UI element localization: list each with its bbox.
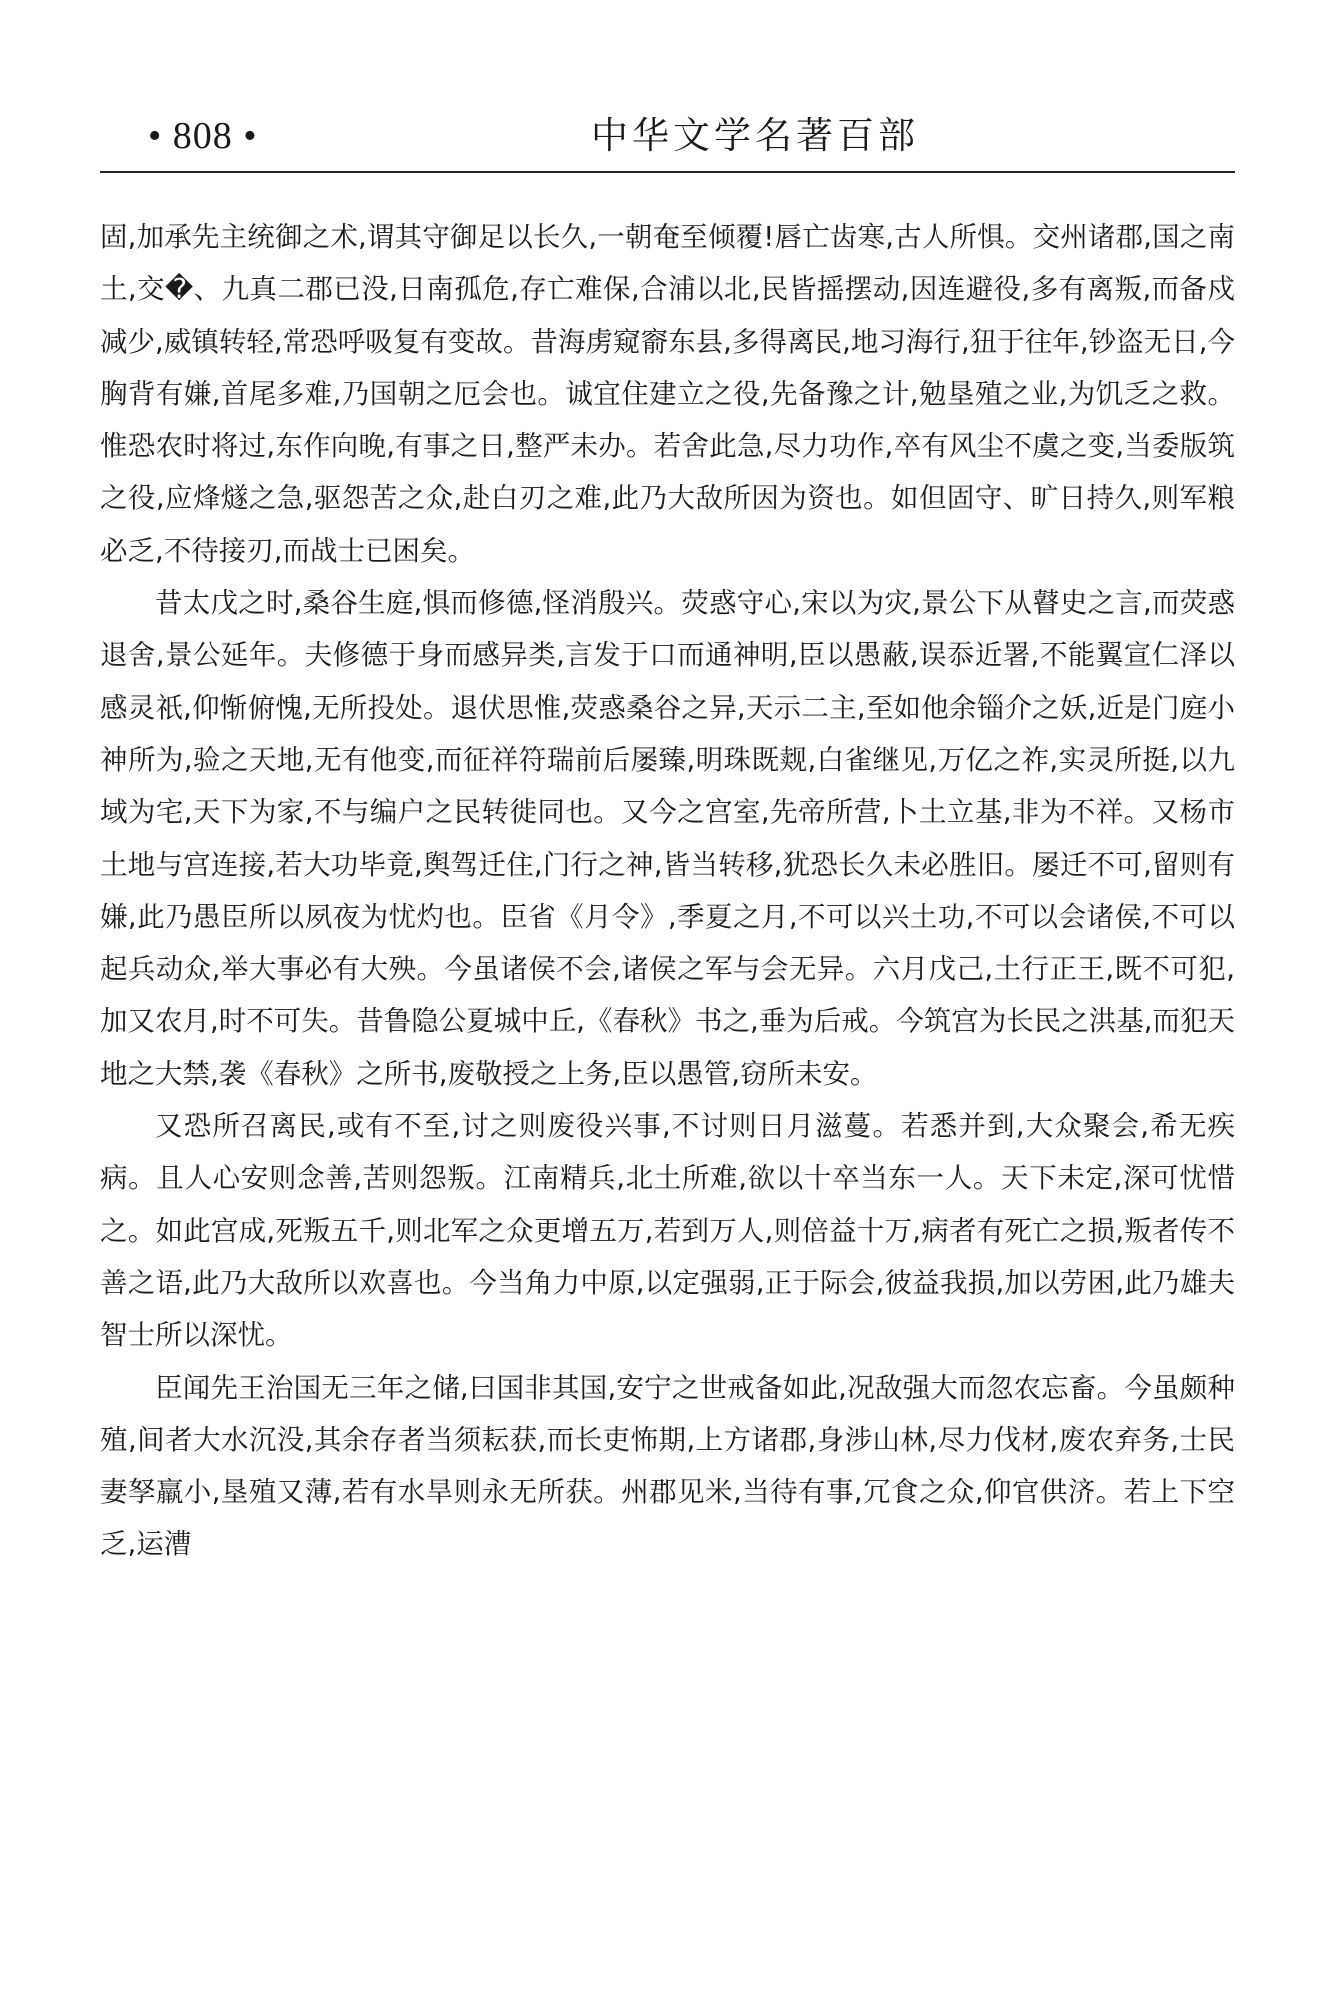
paragraph: 臣闻先王治国无三年之储,曰国非其国,安宁之世戒备如此,况敌强大而忽农忘畜。今虽颇种殖,间者大水沉没,其余存者当须耘获,而长吏怖期,上方诸郡,身涉山林,尽力伐材,废农弃务,士民妻孥羸小,垦殖又薄,若有水旱则永无所获。州郡见米,当待有事,冗食之众,仰官供济。若上下空乏,运漕: [100, 1371, 1235, 1561]
book-title: 中华文学名著百部: [591, 114, 919, 157]
header-divider: [100, 171, 1235, 173]
body-text: [100, 211, 1235, 1571]
paragraph: 昔太戊之时,桑谷生庭,惧而修德,怪消殷兴。荧惑守心,宋以为灾,景公下从瞽史之言,而荧惑退舍,景公延年。夫修德于身而感异类,言发于口而通神明,臣以愚蔽,误忝近署,不能翼宣仁泽以感灵祇,仰惭俯愧,无所投处。退伏思惟,荧惑桑谷之异,天示二主,至如他余锱介之妖,近是门庭小神所为,验之天地,无有他变,而征祥符瑞前后屡臻,明珠既觌,白雀继见,万亿之祚,实灵所挺,以九域为宅,天下为家,不与编户之民转徙同也。又今之宫室,先帝所营,卜土立基,非为不祥。又杨市土地与宫连接,若大功毕竟,舆驾迁住,门行之神,皆当转移,犹恐长久未必胜旧。屡迁不可,留则有嫌,此乃愚臣所以夙夜为忧灼也。臣省《月令》,季夏之月,不可以兴土功,不可以会诸侯,不可以起兵动众,举大事必有大殃。今虽诸侯不会,诸侯之军与会无异。六月戊己,土行正王,既不可犯,加又农月,时不可失。昔鲁隐公夏城中丘,《春秋》书之,垂为后戒。今筑宫为长民之洪基,而犯天地之大禁,袭《春秋》之所书,废敬授之上务,臣以愚管,窃所未安。: [100, 587, 1235, 1090]
paragraph-continued: 固,加承先主统御之术,谓其守御足以长久,一朝奄至倾覆!唇亡齿寒,古人所惧。交州诸郡,国之南土,交�、九真二郡已没,日南孤危,存亡难保,合浦以北,民皆摇摆动,因连避役,多有离叛,而备戍减少,威镇转轻,常恐呼吸复有变故。昔海虏窥窬东县,多得离民,地习海行,狃于往年,钞盗无日,今胸背有嫌,首尾多难,乃国朝之厄会也。诚宜住建立之役,先备豫之计,勉垦殖之业,为饥乏之救。惟恐农时将过,东作向晚,有事之日,整严未办。若舍此急,尽力功作,卒有风尘不虞之变,当委版筑之役,应烽燧之急,驱怨苦之众,赴白刃之难,此乃大敌所因为资也。如但固守、旷日持久,则军粮必乏,不待接刃,而战士已困矣。: [100, 221, 1235, 567]
page-header: [100, 108, 1235, 170]
page-number: • 808 •: [148, 115, 258, 157]
paragraph: 又恐所召离民,或有不至,讨之则废役兴事,不讨则日月滋蔓。若悉并到,大众聚会,希无疾病。且人心安则念善,苦则怨叛。江南精兵,北土所难,欲以十卒当东一人。天下未定,深可忧惜之。如此宫成,死叛五千,则北军之众更增五万,若到万人,则倍益十万,病者有死亡之损,叛者传不善之语,此乃大敌所以欢喜也。今当角力中原,以定强弱,正于际会,彼益我损,加以劳困,此乃雄夫智士所以深忧。: [100, 1110, 1235, 1352]
